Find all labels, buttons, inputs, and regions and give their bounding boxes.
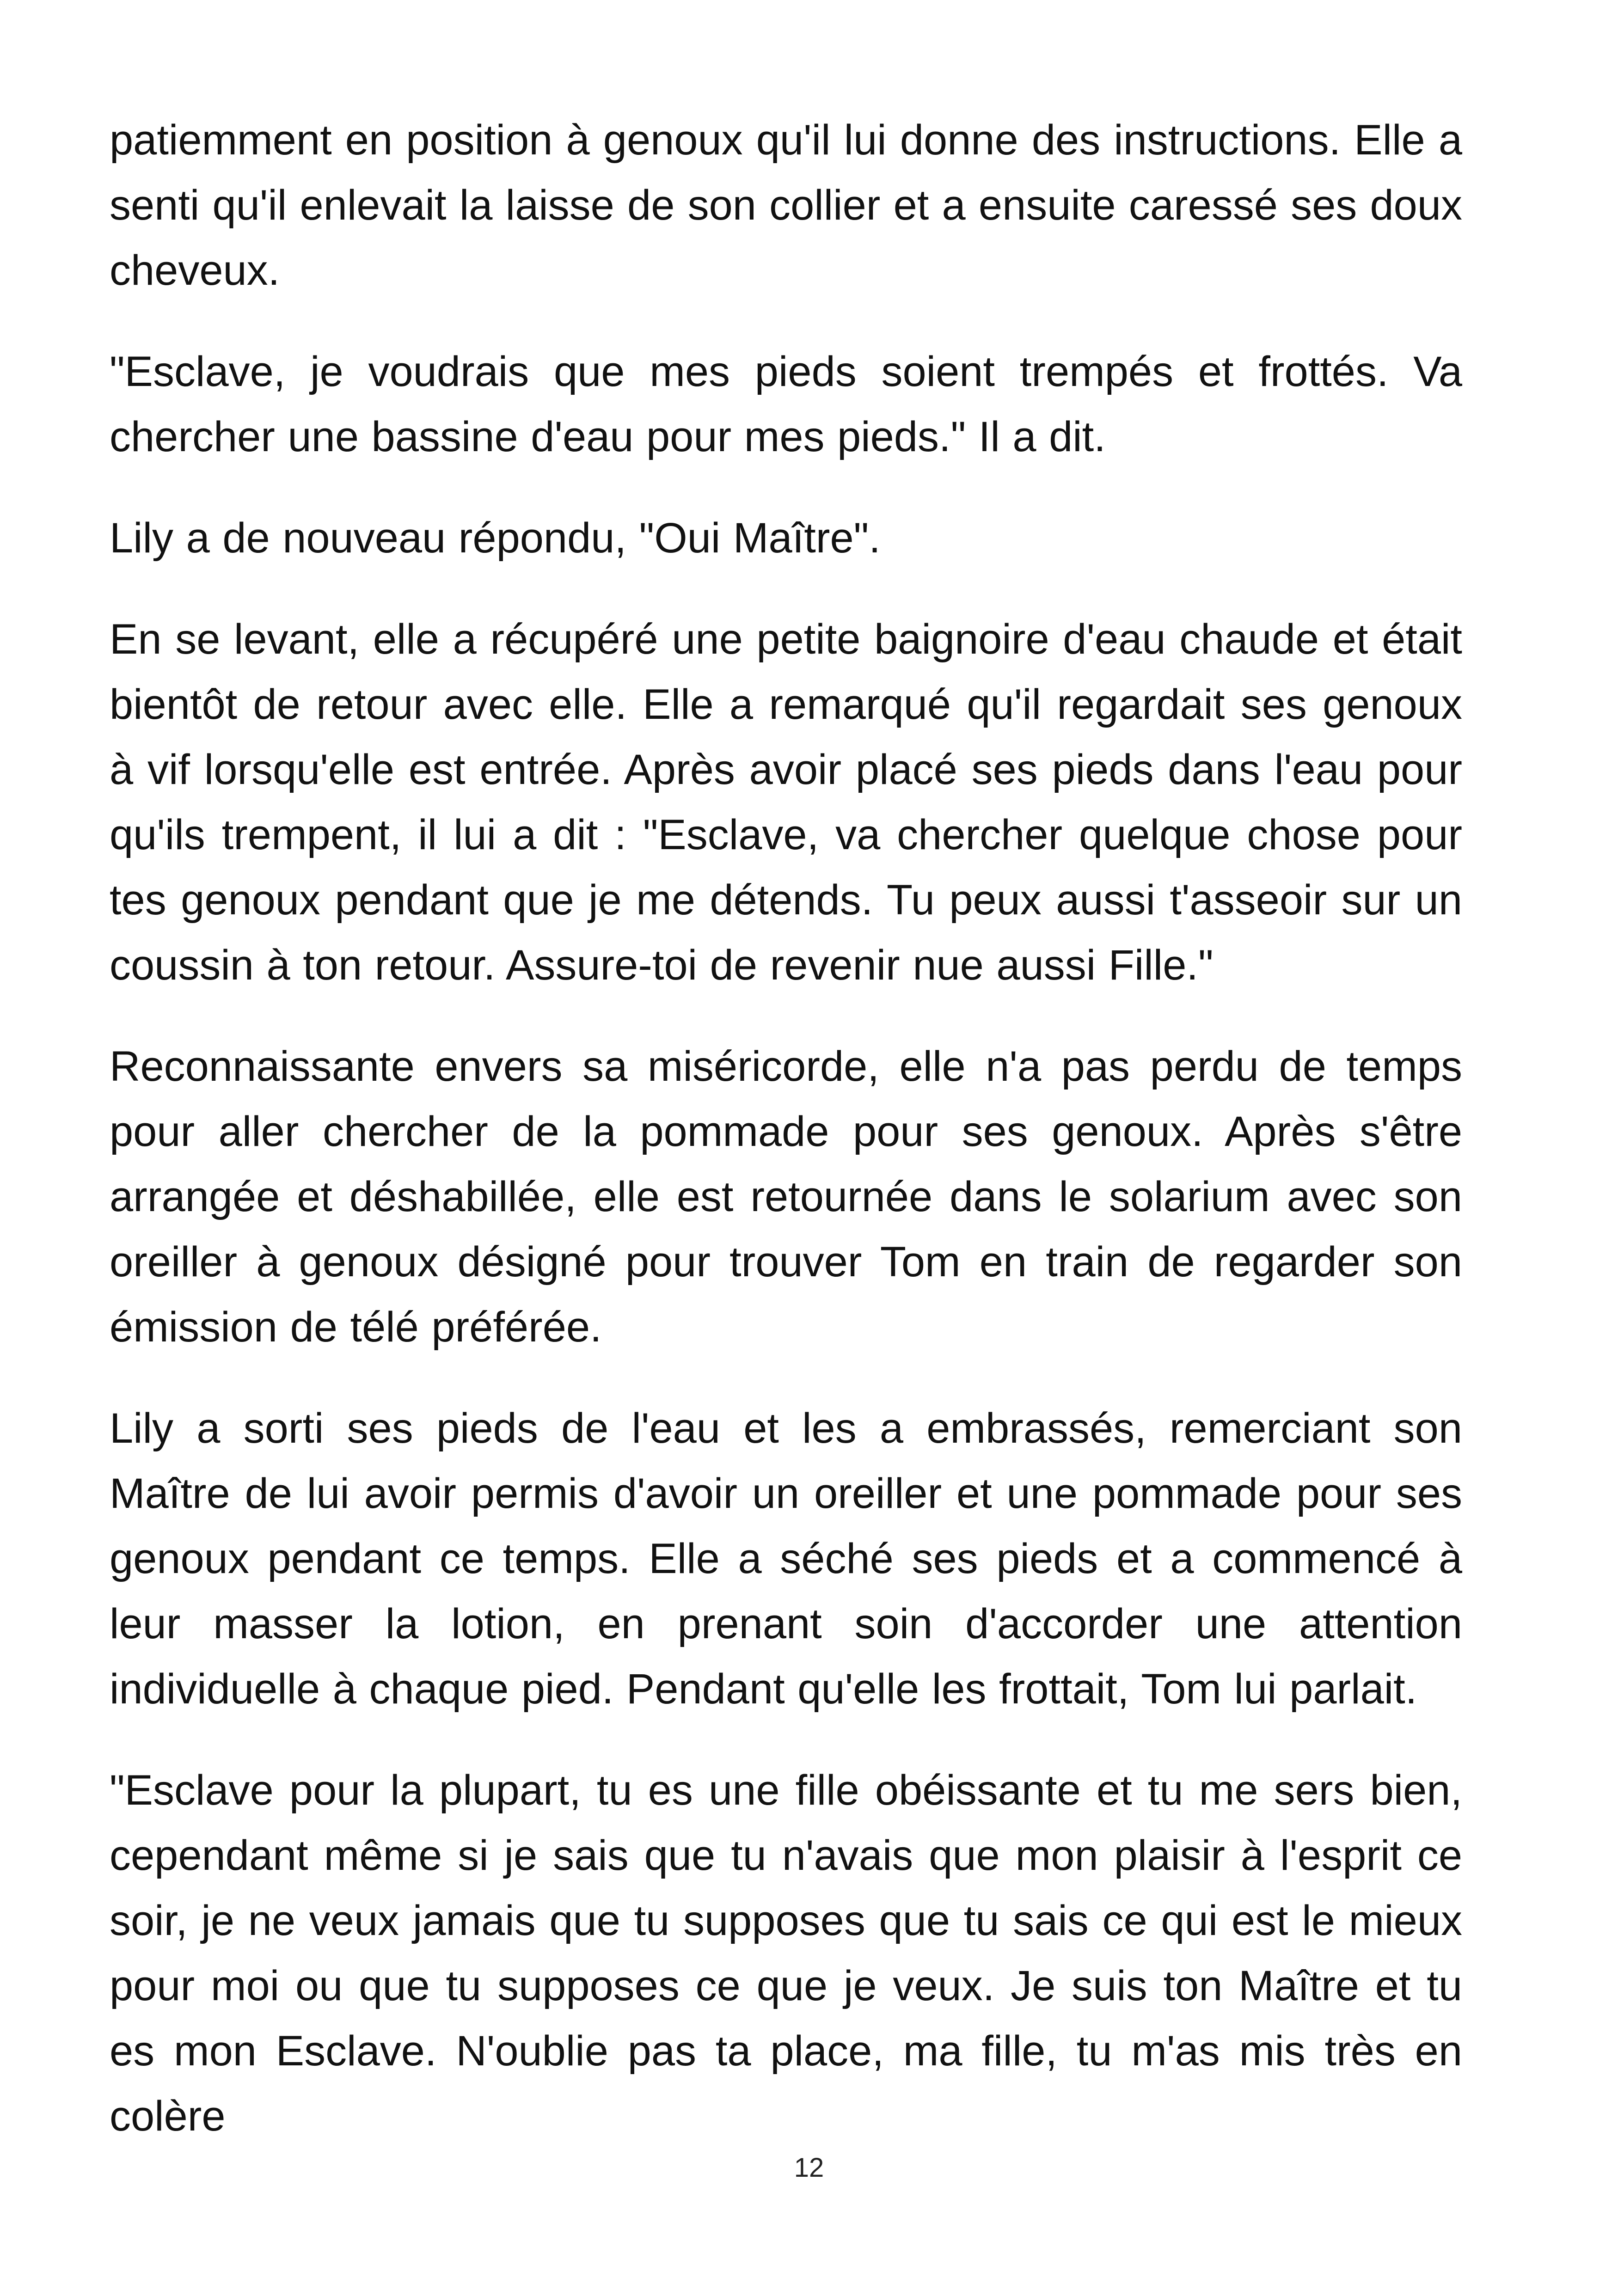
paragraph-4: En se levant, elle a récupéré une petite baignoire d'eau chaude et était bientôt de retour avec elle. Elle a remarqué qu'il regardait ses genoux à vif lorsqu'elle est entrée. Après avoir placé ses pieds dans l'eau pour qu'ils trempent, il lui a dit : "Esclave, va chercher quelque chose pour tes genoux pendant que je me détends. Tu peux aussi t'asseoir sur un coussin à ton retour. Assure-toi de revenir nue aussi Fille." [110,616,1462,989]
paragraph-3: Lily a de nouveau répondu, "Oui Maître". [110,514,881,562]
paragraph-5: Reconnaissante envers sa miséricorde, elle n'a pas perdu de temps pour aller chercher de la pommade pour ses genoux. Après s'être arrangée et déshabillée, elle est retournée dans le solarium avec son oreiller à genoux désigné pour trouver Tom en train de regarder son émission de télé préférée. [110,1043,1462,1351]
paragraph-2: "Esclave, je voudrais que mes pieds soient trempés et frottés. Va chercher une bassine d'eau pour mes pieds." Il a dit. [110,348,1462,460]
paragraph-1: patiemment en position à genoux qu'il lui donne des instructions. Elle a senti qu'il enlevait la laisse de son collier et a ensuite caressé ses doux cheveux. [110,116,1462,294]
page-number: 12 [794,2153,824,2183]
body-text [110,108,1462,2149]
paragraph-6: Lily a sorti ses pieds de l'eau et les a embrassés, remerciant son Maître de lui avoir permis d'avoir un oreiller et une pommade pour ses genoux pendant ce temps. Elle a séché ses pieds et a commencé à leur masser la lotion, en prenant soin d'accorder une attention individuelle à chaque pied. Pendant qu'elle les frottait, Tom lui parlait. [110,1405,1462,1713]
paragraph-7: "Esclave pour la plupart, tu es une fille obéissante et tu me sers bien, cependant même si je sais que tu n'avais que mon plaisir à l'esprit ce soir, je ne veux jamais que tu supposes que tu sais ce qui est le mieux pour moi ou que tu supposes ce que je veux. Je suis ton Maître et tu es mon Esclave. N'oublie pas ta place, ma fille, tu m'as mis très en colère [110,1767,1462,2140]
